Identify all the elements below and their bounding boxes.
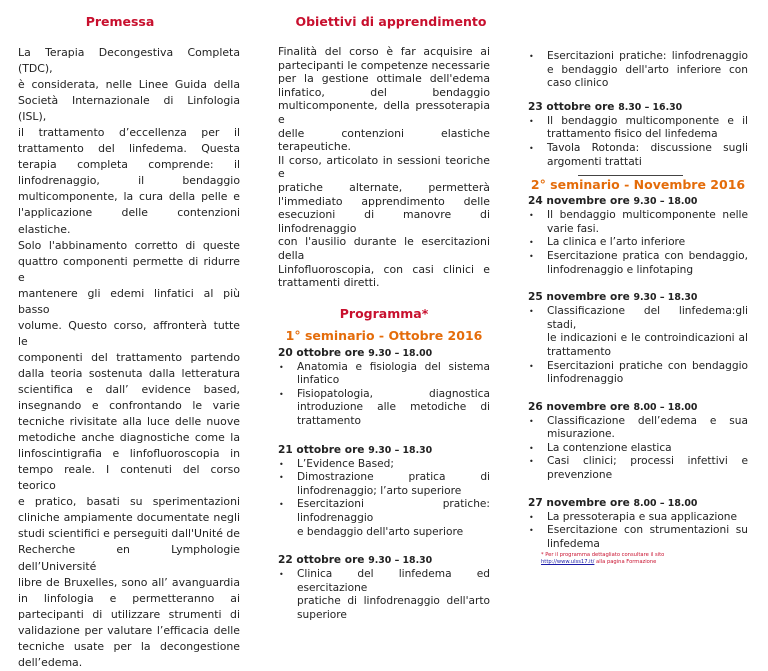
text-line: per la gestione ottimale dell'edema [278,72,490,86]
text-line: dalla teoria sostenuta dalla letteratura [18,366,240,380]
session [278,553,490,622]
list-item-line: • La pressoterapia e sua applicazione [547,510,738,523]
session-items [528,305,748,387]
list-item [528,115,748,142]
list-item-line: superiore [297,609,347,621]
list-item-line: introduzione alle metodiche di [297,401,490,414]
section-divider [578,175,683,176]
list-item [278,498,490,539]
session-time: 9.30 – 18.30 [633,292,698,304]
text-line: multicomponente, della pressoterapia e [278,99,490,126]
session-day: 23 ottobre ore [528,100,615,113]
list-item-line: • Esercitazione pratica con bendaggio, [547,249,748,262]
session-date [528,400,748,415]
list-item [278,388,490,429]
session-day: 26 novembre ore [528,400,630,413]
session-items [278,568,490,622]
session [528,400,748,483]
session-items [528,50,748,91]
session-day: 22 ottobre ore [278,554,365,567]
list-item-line: trattamento fisico del linfedema [547,128,718,141]
seminar2-heading: 2° seminario - Novembre 2016 [530,177,746,193]
session-time: 8.00 – 18.00 [633,497,698,509]
list-item-line: • Clinica del linfedema ed esercitazione [297,568,490,594]
list-item [278,458,490,472]
list-item [528,142,748,169]
seminar1-sessions [278,346,490,623]
list-item [528,250,748,277]
obiettivi-heading: Obiettivi di apprendimento [295,14,487,29]
session-date [278,443,490,458]
session-continuation [528,50,748,91]
text-line: Finalità del corso è far acquisire ai [278,45,490,58]
seminar1-heading: 1° seminario - Ottobre 2016 [285,327,483,343]
text-line: partecipanti le competenze necessarie [278,58,490,72]
session [528,100,748,169]
session-items [528,511,748,552]
list-item [528,236,748,250]
session [528,290,748,387]
list-item-line: varie fasi. [547,222,599,235]
session-time: 9.30 – 18.30 [368,444,433,456]
text-line: scientifica e dall’ evidence based, [18,382,240,396]
text-line: partecipanti di utilizzare strumenti di [18,607,240,621]
text-line: Linfofluoroscopia, con casi clinici e [278,262,490,276]
session-day: 20 ottobre ore [278,346,365,359]
list-item-line: prevenzione [547,469,613,482]
footnote-link[interactable]: http://www.ulss17.it/ [541,559,595,566]
list-item [528,209,748,236]
list-item-line: • Il bendaggio multicomponente nelle [547,209,748,222]
text-line: studi scientifici e perseguiti dall'Unité de [18,527,240,541]
list-item [528,360,748,387]
text-line: componenti del trattamento partendo [18,350,240,364]
list-item-line: argomenti trattati [547,155,642,168]
text-line: libre de Bruxelles, sono all’ avanguardia [18,575,240,589]
list-item [528,511,748,525]
list-item [528,455,748,482]
session-date [528,194,748,209]
column-premessa [18,0,240,671]
session-items [528,209,748,277]
session-time: 9.30 – 18.30 [368,555,433,567]
seminar2-sessions [528,194,748,551]
session-day: 21 ottobre ore [278,443,365,456]
list-item-line: e bendaggio dell'arto superiore [297,525,464,538]
list-item-line: linfatico [297,374,340,387]
text-line: tempo reale. I contenuti del corso teorico [18,463,240,493]
list-item-line: • L’Evidence Based; [297,457,394,470]
list-item-line: trattamento [297,415,361,428]
list-item-line: e bendaggio dell'arto inferiore con [547,63,748,76]
session-date [528,290,748,305]
text-line: linfodrenaggio, il bendaggio [18,174,240,188]
text-line: Società Internazionale di Linfologia (ISL), [18,94,240,124]
footnote [528,552,748,566]
list-item-line: • Esercitazioni pratiche con bendaggio [547,359,748,372]
session [278,346,490,429]
text-line: Solo l'abbinamento corretto di queste [18,238,240,252]
session-time: 9.30 – 18.00 [633,196,698,208]
text-line: dell’edema. [18,655,83,669]
text-line: Recherche en Lymphologie dell’Université [18,543,240,573]
footnote-after: alla pagina Formazione [594,559,657,566]
list-item-line: • Dimostrazione pratica di [297,471,490,484]
text-line: mantenere gli edemi linfatici al più basso [18,286,240,316]
programma-heading: Programma* [339,305,429,321]
column-programma-cont [528,0,748,566]
session-date [278,346,490,361]
text-line: validazione per valutare l’efficacia delle [18,623,240,637]
text-line: linfatico, del bendaggio [278,85,490,99]
session [528,496,748,552]
text-line: metodiche anche diagnostiche come la [18,431,240,445]
text-line: esecuzioni di manovre di linfodrenaggio [278,208,490,235]
list-item-line: • Esercitazioni pratiche: linfodrenaggio [547,50,748,62]
list-item-line: • Tavola Rotonda: discussione sugli [547,141,748,154]
text-line: trattamento del linfedema. Questa [18,142,240,156]
session-time: 8.00 – 18.00 [633,401,698,413]
text-line: il trattamento d’eccellenza per il [18,126,240,140]
list-item-line: linfodrenaggio; l’arto superiore [297,484,462,497]
session-time: 9.30 – 18.00 [368,347,433,359]
text-line: l'applicazione delle contenzioni elastiche. [18,206,240,236]
text-line: terapia completa comprende: il [18,158,240,172]
session-items [528,115,748,169]
session-date [528,496,748,511]
list-item-line: • Esercitazioni pratiche: linfodrenaggio [297,498,490,525]
column-obiettivi [278,0,490,623]
list-item-line: linfodrenaggio [547,373,624,386]
text-line: è considerata, nelle Linee Guida della [18,78,240,92]
list-item-line: • Anatomia e fisiologia del sistema [297,360,490,373]
text-line: l'immediato apprendimento delle [278,194,490,208]
text-line: con l'ausilio durante le esercitazioni della [278,235,490,262]
session-items [278,361,490,429]
session-time: 8.30 – 16.30 [618,101,683,113]
list-item [528,524,748,551]
list-item [528,415,748,442]
session-items [278,458,490,540]
session-date [528,100,748,115]
list-item-line: pratiche di linfodrenaggio dell'arto [297,595,490,608]
list-item-line: • Casi clinici; processi infettivi e [547,455,748,468]
list-item-line: • Il bendaggio multicomponente e il [547,114,748,127]
text-line: linfoscintigrafia e linfofluoroscopia in [18,447,240,461]
footnote-text: * Per il programma dettagliato consultare il sito [541,552,665,559]
list-item [528,50,748,91]
session-items [528,415,748,483]
list-item-line: • La contenzione elastica [547,441,672,454]
premessa-heading: Premessa [85,14,155,29]
text-line: pratiche alternate, permetterà [278,180,490,194]
list-item [528,442,748,456]
session-day: 27 novembre ore [528,496,630,509]
session-date [278,553,490,568]
list-item-line: • La clinica e l’arto inferiore [547,236,686,249]
text-line: tecniche rivisitate alla luce delle nuove [18,415,240,429]
session [528,194,748,277]
text-line: tecniche usate per la decongestione [18,639,240,653]
session-day: 25 novembre ore [528,291,630,304]
text-line: cliniche ampiamente documentate negli [18,511,240,525]
text-line: insegnando e confrontando le varie [18,399,240,413]
list-item-line: • Classificazione dell’edema e sua [547,414,748,427]
text-line: trattamenti diretti. [278,276,380,290]
list-item-line: • Classificazione del linfedema:gli stadi, [547,305,748,331]
text-line: delle contenzioni elastiche terapeutiche. [278,126,490,154]
obiettivi-text [278,45,490,290]
list-item-line: • Fisiopatologia, diagnostica [297,387,490,400]
text-line: multicomponente, la cura della pelle e [18,190,240,204]
list-item-line: • Esercitazione con strumentazioni su [547,524,748,537]
session-day: 24 novembre ore [528,195,630,208]
list-item-line: linfodrenaggio e linfotaping [547,263,694,276]
premessa-text [18,45,240,671]
list-item [278,361,490,388]
text-line: Il corso, articolato in sessioni teoriche e [278,153,490,181]
text-line: La Terapia Decongestiva Completa (TDC), [18,46,240,76]
text-line: quattro componenti permette di ridurre e [18,254,240,284]
session [278,443,490,540]
list-item [278,568,490,622]
list-item-line: le indicazioni e le controindicazioni al [547,332,748,345]
list-item-line: misurazione. [547,428,615,441]
list-item-line: trattamento [547,345,611,358]
session-23-ottobre [528,100,748,169]
list-item-line: linfedema [547,537,600,550]
list-item [528,305,748,359]
text-line: e pratico, basati su sperimentazioni [18,495,240,509]
text-line: in linfologia e permetteranno ai [18,591,240,605]
list-item-line: caso clinico [547,77,609,90]
list-item [278,471,490,498]
text-line: volume. Questo corso, affronterà tutte le [18,318,240,348]
